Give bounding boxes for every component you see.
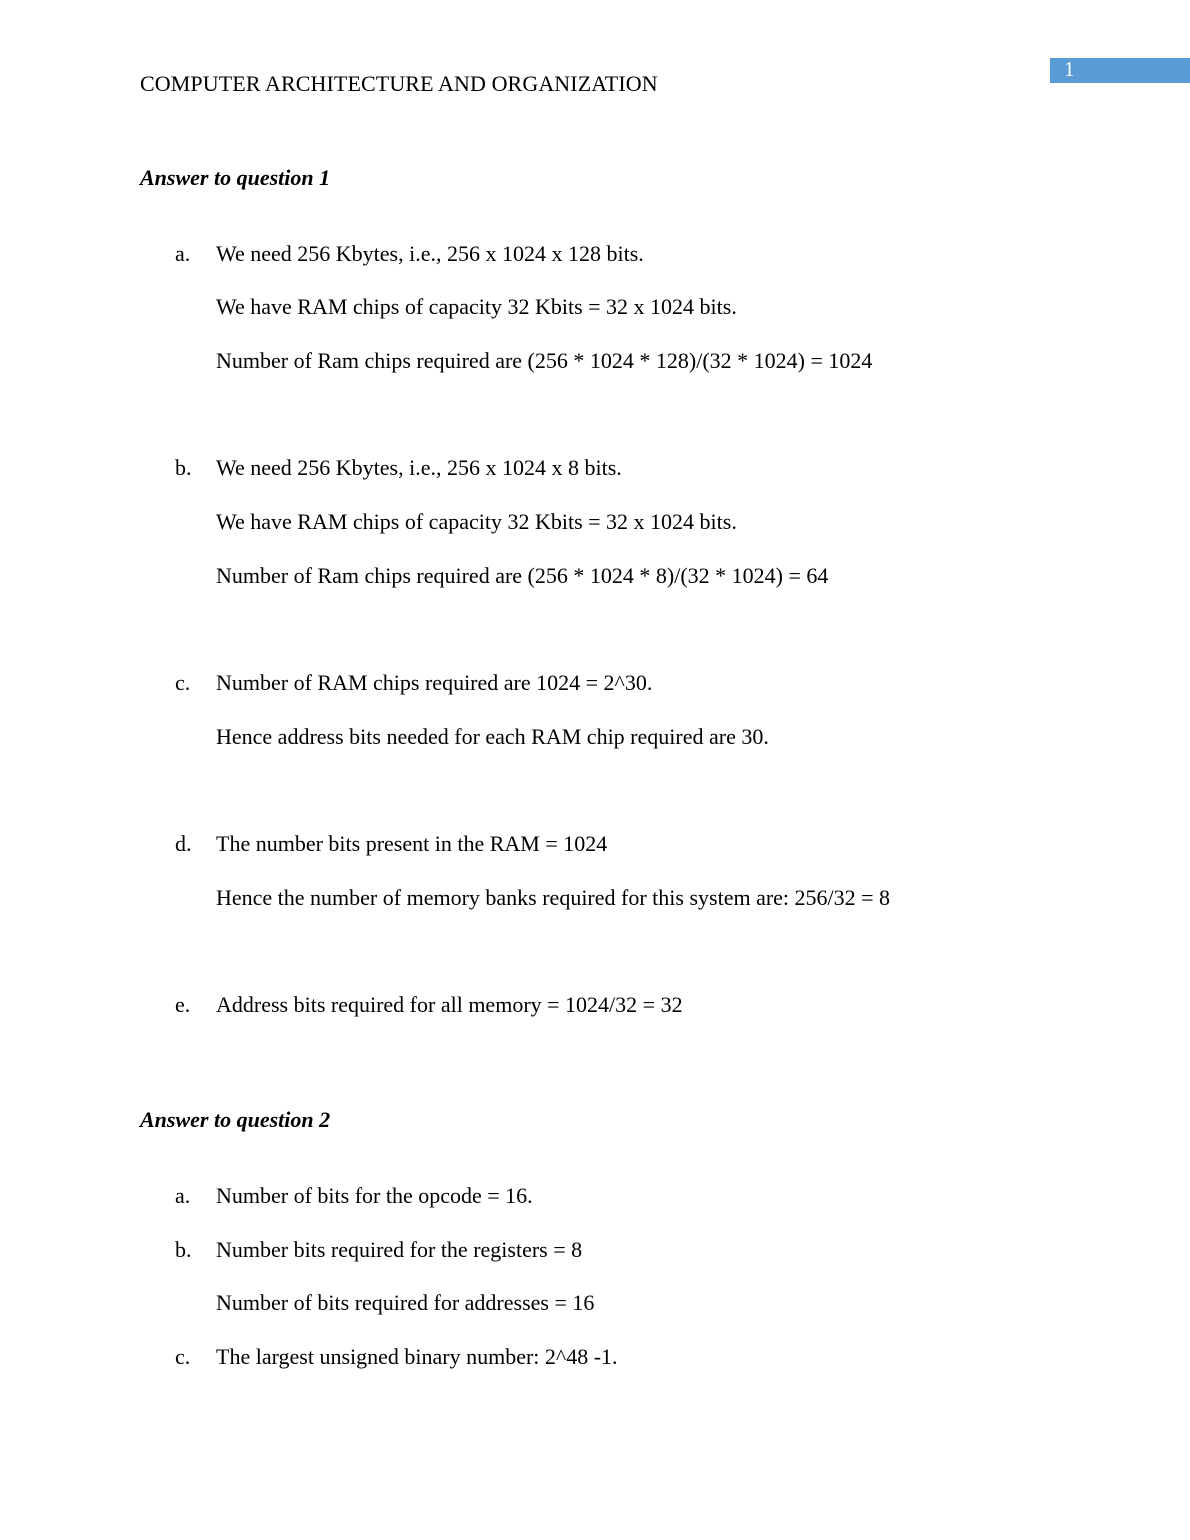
answer-line: Number of bits required for addresses = 16 <box>216 1290 595 1315</box>
answer-line: Number of bits for the opcode = 16. <box>216 1183 533 1208</box>
answer-line: The largest unsigned binary number: 2^48 -1. <box>216 1344 618 1369</box>
list-marker: e. <box>175 992 191 1017</box>
page-number: 1 <box>1064 57 1075 81</box>
answer-line: Number bits required for the registers = 8 <box>216 1237 583 1262</box>
answer-line: We need 256 Kbytes, i.e., 256 x 1024 x 8 bits. <box>216 455 622 480</box>
list-marker: b. <box>175 1237 192 1262</box>
q1-heading: Answer to question 1 <box>140 165 331 190</box>
answer-line: The number bits present in the RAM = 1024 <box>216 831 608 856</box>
answer-line: Address bits required for all memory = 1024/32 = 32 <box>216 992 683 1017</box>
answer-line: Number of Ram chips required are (256 * 1024 * 8)/(32 * 1024) = 64 <box>216 563 829 588</box>
answer-line: Hence address bits needed for each RAM chip required are 30. <box>216 724 769 749</box>
list-marker: c. <box>175 670 191 695</box>
answer-line: We have RAM chips of capacity 32 Kbits = 32 x 1024 bits. <box>216 509 737 534</box>
list-marker: b. <box>175 455 192 480</box>
answer-line: Number of Ram chips required are (256 * 1024 * 128)/(32 * 1024) = 1024 <box>216 348 873 373</box>
q2-heading: Answer to question 2 <box>140 1107 331 1132</box>
answer-line: Hence the number of memory banks required for this system are: 256/32 = 8 <box>216 885 891 910</box>
list-marker: a. <box>175 1183 191 1208</box>
answer-line: We need 256 Kbytes, i.e., 256 x 1024 x 128 bits. <box>216 241 644 266</box>
list-marker: d. <box>175 831 192 856</box>
list-marker: a. <box>175 241 191 266</box>
answer-line: Number of RAM chips required are 1024 = 2^30. <box>216 670 653 695</box>
list-marker: c. <box>175 1344 191 1369</box>
answer-line: We have RAM chips of capacity 32 Kbits = 32 x 1024 bits. <box>216 294 737 319</box>
page-number-badge <box>1050 58 1190 83</box>
running-header-title: COMPUTER ARCHITECTURE AND ORGANIZATION <box>140 71 658 96</box>
